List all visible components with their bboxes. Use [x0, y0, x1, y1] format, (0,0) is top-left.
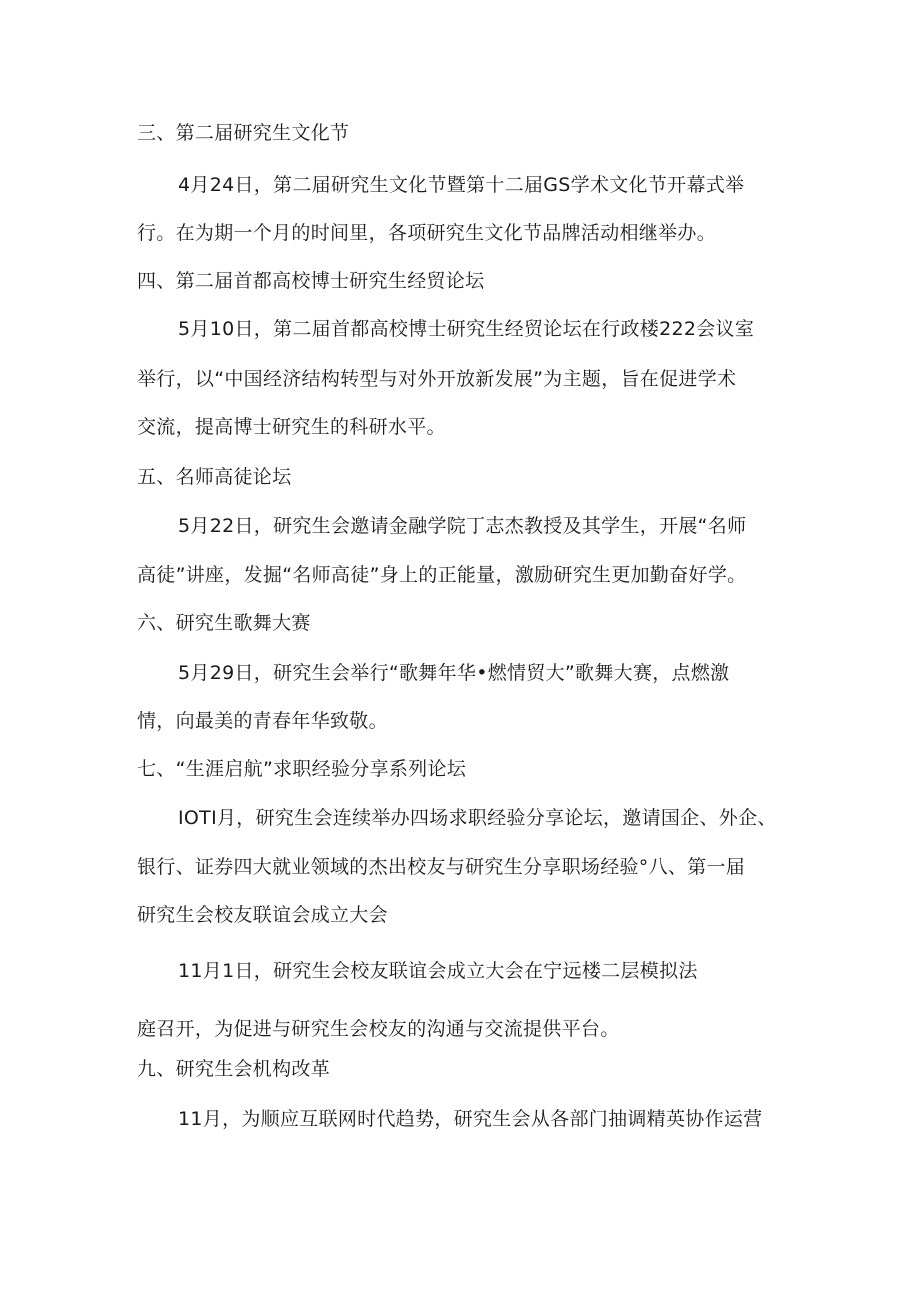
section-heading: 九、研究生会机构改革 — [137, 1058, 331, 1080]
paragraph-line: 交流，提高博士研究生的科研水平。 — [137, 416, 446, 438]
paragraph-line: 庭召开，为促进与研究生会校友的沟通与交流提供平台。 — [137, 1018, 620, 1040]
paragraph-line: 4月24日，第二届研究生文化节暨第十二届GS学术文化节开幕式举 — [178, 174, 745, 196]
paragraph-line: 5月10日，第二届首都高校博士研究生经贸论坛在行政楼222会议室 — [178, 318, 755, 340]
section-heading: 六、研究生歌舞大赛 — [137, 612, 311, 634]
paragraph-line: 举行，以“中国经济结构转型与对外开放新发展”为主题，旨在促进学术 — [137, 368, 737, 390]
paragraph-line: 5月29日，研究生会举行“歌舞年华•燃情贸大”歌舞大赛，点燃激 — [178, 662, 730, 684]
paragraph-line: 5月22日，研究生会邀请金融学院丁志杰教授及其学生，开展“名师 — [178, 515, 747, 537]
section-heading: 七、“生涯启航”求职经验分享系列论坛 — [137, 758, 467, 780]
paragraph-line: IOTI月，研究生会连续举办四场求职经验分享论坛，邀请国企、外企、 — [178, 807, 777, 829]
paragraph-line: 行。在为期一个月的时间里，各项研究生文化节品牌活动相继举办。 — [137, 222, 717, 244]
paragraph-line: 11月，为顺应互联网时代趋势，研究生会从各部门抽调精英协作运营 — [178, 1108, 763, 1130]
paragraph-line: 情，向最美的青春年华致敬。 — [137, 710, 388, 732]
section-heading: 三、第二届研究生文化节 — [137, 122, 350, 144]
paragraph-line: 研究生会校友联谊会成立大会 — [137, 904, 388, 926]
paragraph-line: 11月1日，研究生会校友联谊会成立大会在宁远楼二层模拟法 — [178, 960, 698, 982]
paragraph-line: 银行、证券四大就业领域的杰出校友与研究生分享职场经验°八、第一届 — [137, 856, 746, 878]
paragraph-line: 高徒”讲座，发掘“名师高徒”身上的正能量，激励研究生更加勤奋好学。 — [137, 564, 747, 586]
section-heading: 五、名师高徒论坛 — [137, 466, 292, 488]
section-heading: 四、第二届首都高校博士研究生经贸论坛 — [137, 270, 485, 292]
